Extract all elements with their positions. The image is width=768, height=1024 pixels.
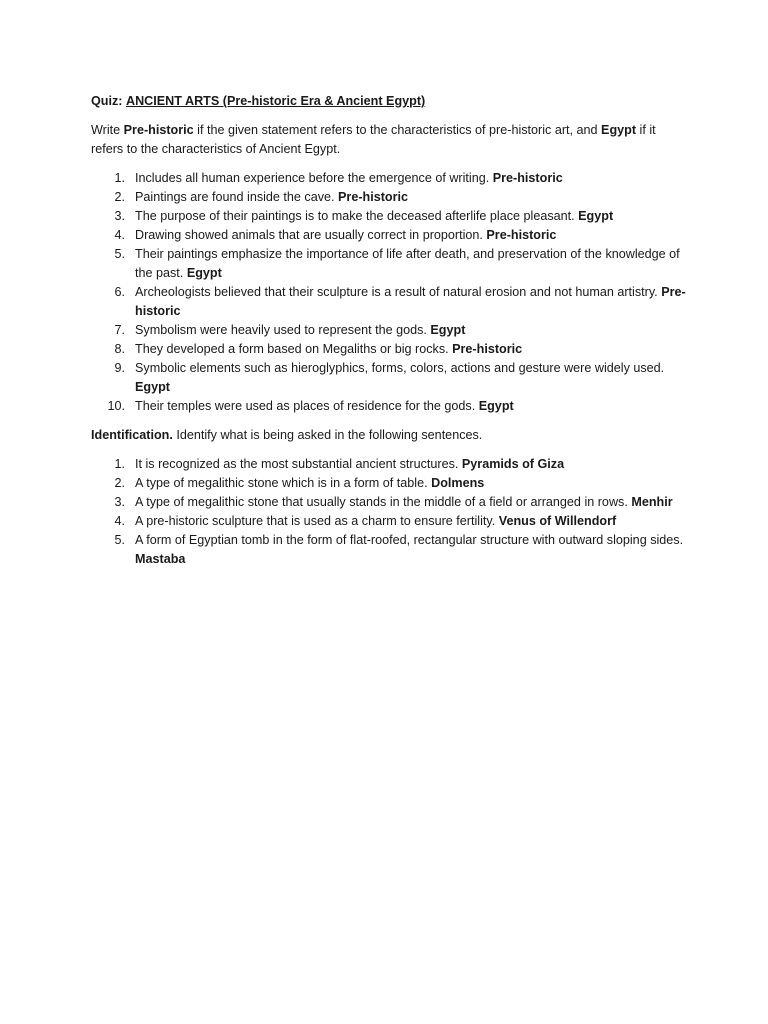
list-item [91,340,691,359]
item-text: They developed a form based on Megaliths or big rocks. [135,342,453,356]
item-number: 7. [114,323,125,337]
list-item [91,474,691,493]
item-answer: Egypt [578,209,614,223]
identification-paragraph [91,426,691,445]
item-answer: Dolmens [431,476,485,490]
list-item [91,397,691,416]
item-answer: Egypt [135,380,170,394]
item-text: Drawing showed animals that are usually correct in proportion. [135,228,487,242]
list-item [91,493,691,512]
item-text: Paintings are found inside the cave. [135,190,339,204]
item-text: Archeologists believed that their sculpture is a result of natural erosion and not human artistry. [135,285,662,299]
item-text: A type of megalithic stone which is in a form of table. [135,476,432,490]
item-text: The purpose of their paintings is to make the deceased afterlife place pleasant. [135,209,579,223]
item-number: 3. [114,209,125,223]
instructions-text: Write [91,123,124,137]
item-number: 2. [114,190,125,204]
item-answer: Pre-historic [338,190,409,204]
list-item [91,512,691,531]
document-page [91,92,691,569]
item-text: A form of Egyptian tomb in the form of flat-roofed, rectangular structure with outward sloping sides. [135,533,684,547]
item-text: Their temples were used as places of residence for the gods. [135,399,479,413]
item-answer: Menhir [631,495,673,509]
quiz-title [91,92,691,111]
item-answer: Pre-historic [135,285,686,318]
list-item [91,321,691,340]
item-text: Symbolic elements such as hieroglyphics, forms, colors, actions and gesture were widely used. [135,361,665,375]
item-text: Symbolism were heavily used to represent the gods. [135,323,431,337]
item-number: 8. [114,342,125,356]
item-number: 6. [114,285,125,299]
list-item [91,455,691,474]
item-number: 4. [114,514,125,528]
quiz-label: Quiz: [91,94,123,108]
item-text: Their paintings emphasize the importance of life after death, and preservation of the knowledge of the past. [135,247,680,280]
part1-list [91,169,691,416]
item-answer: Pyramids of Giza [461,457,565,471]
item-answer: Egypt [478,399,514,413]
item-number: 1. [114,457,125,471]
item-answer: Egypt [186,266,222,280]
list-item [91,188,691,207]
item-answer: Egypt [430,323,466,337]
instructions-keyword-egypt: Egypt [601,123,637,137]
item-number: 4. [114,228,125,242]
list-item [91,283,691,321]
item-answer: Pre-historic [492,171,563,185]
list-item [91,226,691,245]
identification-instruction: Identify what is being asked in the following sentences. [172,428,483,442]
list-item [91,207,691,226]
item-answer: Pre-historic [452,342,523,356]
item-number: 3. [114,495,125,509]
part2-list [91,455,691,569]
instructions-text: if it refers to the characteristics of Ancient Egypt. [91,123,656,156]
item-number: 5. [114,533,125,547]
instructions-paragraph [91,121,691,159]
item-number: 9. [114,361,125,375]
instructions-keyword-prehistoric: Pre-historic [123,123,194,137]
item-text: A pre-historic sculpture that is used as a charm to ensure fertility. [135,514,499,528]
item-answer: Pre-historic [486,228,557,242]
item-text: A type of megalithic stone that usually stands in the middle of a field or arranged in rows. [135,495,632,509]
list-item [91,245,691,283]
list-item [91,359,691,397]
item-number: 10. [107,399,125,413]
item-number: 1. [114,171,125,185]
item-text: Includes all human experience before the emergence of writing. [135,171,493,185]
item-number: 5. [114,247,125,261]
list-item [91,531,691,569]
item-number: 2. [114,476,125,490]
list-item [91,169,691,188]
quiz-title-text: ANCIENT ARTS (Pre-historic Era & Ancient Egypt) [125,94,426,108]
item-answer: Mastaba [135,552,186,566]
identification-heading: Identification. [91,428,173,442]
item-text: It is recognized as the most substantial ancient structures. [135,457,462,471]
item-answer: Venus of Willendorf [498,514,617,528]
instructions-text: if the given statement refers to the characteristics of pre-historic art, and [193,123,602,137]
